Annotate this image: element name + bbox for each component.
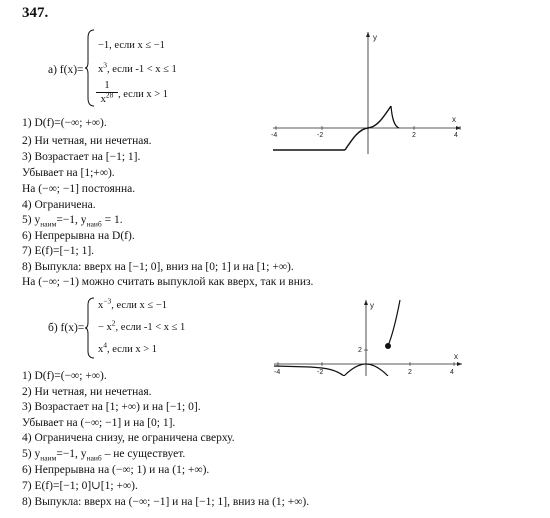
part-b-tick-2: 2 bbox=[408, 369, 412, 376]
part-b-brace bbox=[84, 296, 96, 360]
part-b-line-6: 5) $y_{наим}=-1$, $y_{наиб}$ – не существует. bbox=[22, 448, 186, 463]
part-a-graph bbox=[265, 28, 465, 158]
part-b-reciprocal-cube-segment bbox=[274, 366, 344, 376]
part-b-tick-4: 4 bbox=[450, 369, 454, 376]
part-b-case-1: $x^{-3}$, если x ≤ −1 bbox=[98, 296, 167, 311]
part-b-line-9: 8) Выпукла: вверх на (−∞; −1] и на [−1; 1], вниз на (1; +∞). bbox=[22, 496, 310, 508]
part-a-case-1: −1, если x ≤ −1 bbox=[98, 40, 165, 51]
part-b-y-arrow bbox=[364, 300, 368, 305]
problem-number: 347. bbox=[22, 5, 49, 21]
part-b-graph bbox=[270, 296, 465, 376]
part-b-line-7: 6) Непрерывна на (−∞; 1) и на (1; +∞). bbox=[22, 464, 210, 476]
part-b-line-1: 1) D(f)=(−∞; +∞). bbox=[22, 370, 107, 382]
part-a-line-9: 7) E(f)=[−1; 1]. bbox=[22, 245, 95, 257]
part-b-line-5: 4) Ограничена снизу, не ограничена сверху. bbox=[22, 432, 235, 444]
part-b-x-label: x bbox=[454, 352, 458, 361]
part-b-filled-point bbox=[385, 343, 391, 349]
part-a-case-3-cond: , если x > 1 bbox=[118, 89, 168, 100]
part-a-x-label: x bbox=[452, 115, 456, 124]
part-a-line-10: 8) Выпукла: вверх на [−1; 0], вниз на [0; 1] и на [1; +∞). bbox=[22, 261, 294, 273]
part-a-case-2: $x^3$, если -1 < x ≤ 1 bbox=[98, 60, 177, 75]
part-b-y-label: y bbox=[370, 301, 374, 310]
part-a-y-arrow bbox=[366, 32, 370, 37]
part-a-line-11: На (−∞; −1) можно считать выпуклой как вверх, так и вниз. bbox=[22, 276, 314, 288]
part-b-quartic-segment bbox=[388, 300, 400, 346]
part-a-tick-2: 2 bbox=[412, 132, 416, 139]
part-b-case-3: $x^4$, если x > 1 bbox=[98, 340, 157, 355]
part-b-line-4: Убывает на (−∞; −1] и на [0; 1]. bbox=[22, 417, 176, 429]
part-b-case-2: − $x^2$, если -1 < x ≤ 1 bbox=[98, 318, 186, 333]
part-a-line-1: 1) D(f)=(−∞; +∞). bbox=[22, 117, 107, 129]
part-a-tick-neg4: -4 bbox=[271, 132, 278, 139]
part-a-line-8: 6) Непрерывна на D(f). bbox=[22, 230, 135, 242]
part-b-x-arrow bbox=[457, 362, 462, 366]
part-a-y-label: y bbox=[373, 33, 377, 42]
part-a-decay-segment bbox=[391, 106, 399, 128]
part-b-label: б) f(x)= bbox=[48, 322, 85, 334]
part-b-line-2: 2) Ни четная, ни нечетная. bbox=[22, 386, 152, 398]
part-a-line-3: 3) Возрастает на [−1; 1]. bbox=[22, 151, 141, 163]
part-a-case-3-fraction: 1 $x^{28}$ bbox=[96, 80, 118, 105]
part-a-tick-4: 4 bbox=[454, 132, 458, 139]
part-b-line-8: 7) E(f)=[−1; 0]∪[1; +∞). bbox=[22, 480, 138, 492]
part-a-tick-neg2: -2 bbox=[317, 132, 324, 139]
part-a-line-5: На (−∞; −1] постоянна. bbox=[22, 183, 136, 195]
part-a-brace bbox=[84, 28, 96, 108]
part-a-line-4: Убывает на [1;+∞). bbox=[22, 167, 115, 179]
part-a-line-6: 4) Ограничена. bbox=[22, 199, 96, 211]
part-b-line-3: 3) Возрастает на [1; +∞) и на [−1; 0]. bbox=[22, 401, 201, 413]
part-a-label: а) f(x)= bbox=[48, 64, 84, 76]
part-b-tick-neg4: -4 bbox=[274, 369, 281, 376]
part-a-line-2: 2) Ни четная, ни нечетная. bbox=[22, 135, 152, 147]
part-b-tick-neg2: -2 bbox=[317, 369, 324, 376]
part-b-ytick-2: 2 bbox=[358, 347, 362, 354]
part-a-line-7: 5) $y_{наим}=-1$, $y_{наиб} = 1$. bbox=[22, 214, 123, 229]
